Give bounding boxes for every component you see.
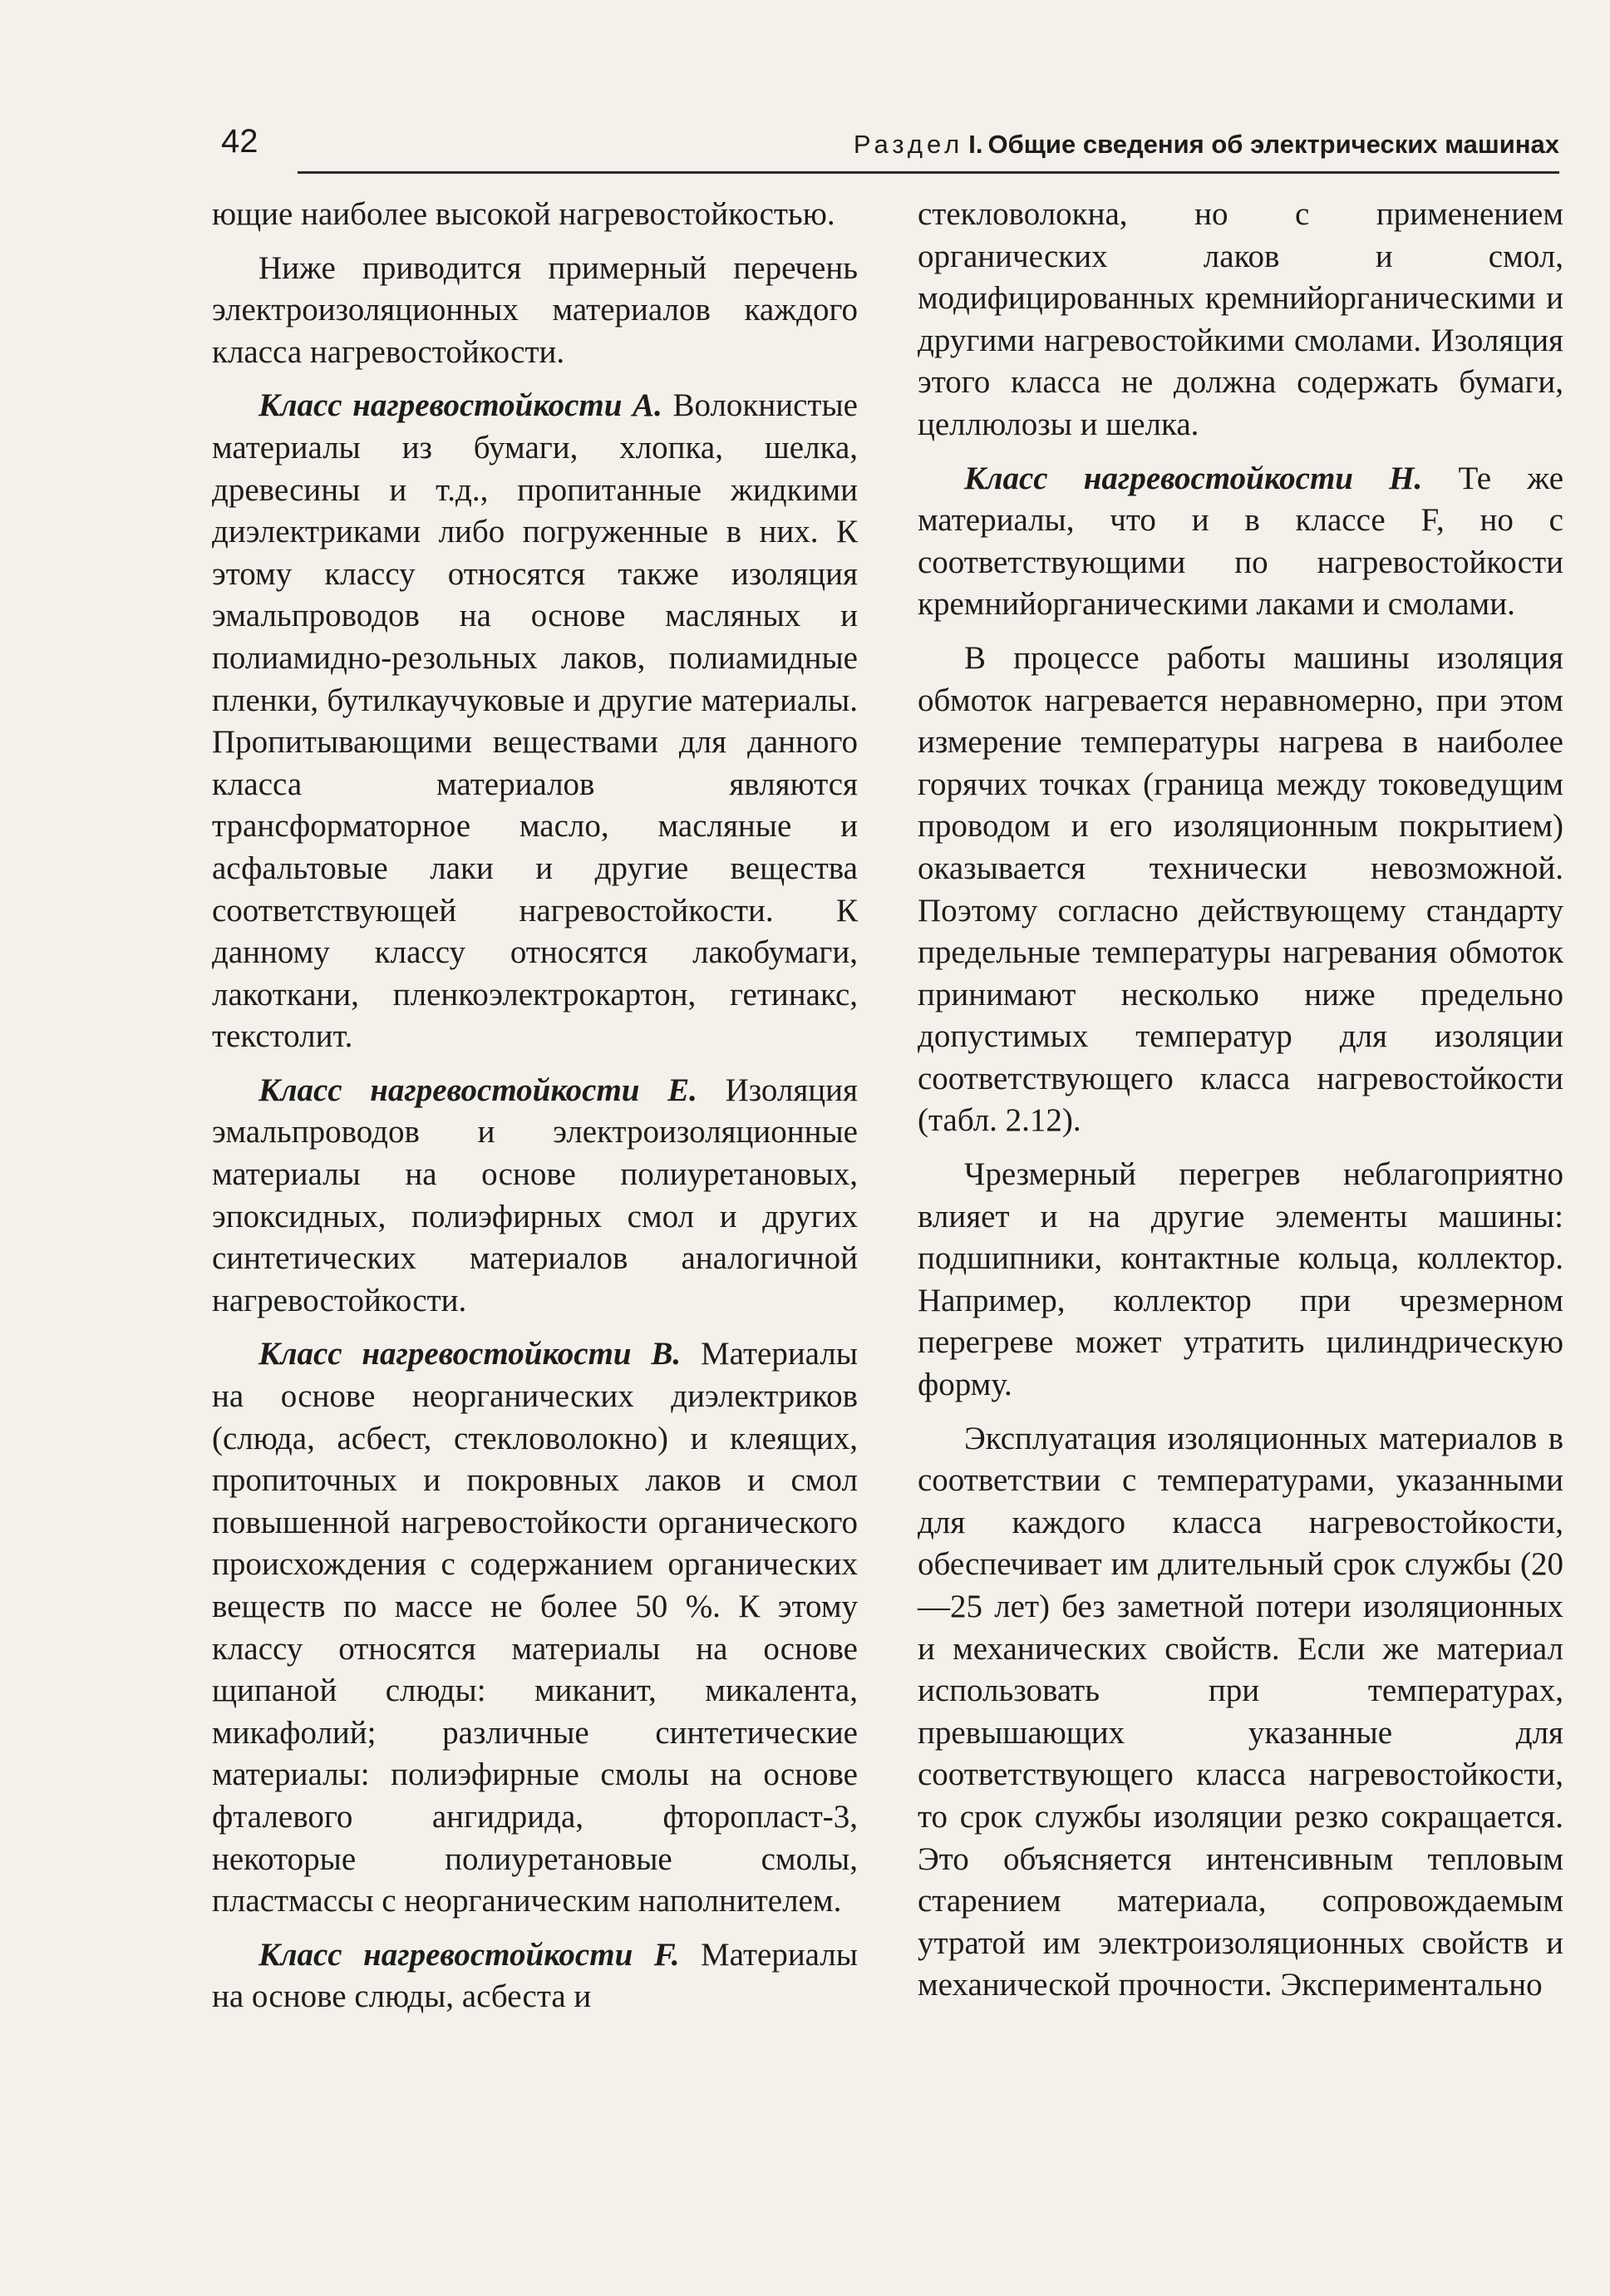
paragraph <box>212 1333 858 1922</box>
section-label: Раздел <box>853 130 964 159</box>
paragraph <box>918 458 1563 626</box>
paragraph-text: Те же материалы, что и в классе F, но с соответствующими по нагревостойкости кремнийорганическими лаками и смолами. <box>918 460 1564 623</box>
page-number: 42 <box>221 123 258 160</box>
section-title: Общие сведения об электрических машинах <box>987 130 1559 159</box>
paragraph <box>918 1154 1563 1407</box>
paragraph <box>918 638 1563 1142</box>
section-number: I. <box>968 130 983 159</box>
paragraph-text: Эксплуатация изоляционных материалов в соответствии с температурами, указанными для каждого класса нагревостойкости, обеспечивает им длительный срок службы (20—25 лет) без заметной потери изоляционных и механических свойств. Если же материал использовать при температурах, превышающих указанные для соответствующего класса нагревостойкости, то срок службы изоляции резко сокращается. Это объясняется интенсивным тепловым старением материала, сопровождаемым утратой им электроизоляционных свойств и механической прочности. Экспериментально <box>918 1420 1563 2003</box>
left-column <box>212 194 858 2030</box>
paragraph <box>212 1070 858 1323</box>
paragraph <box>918 194 1563 446</box>
right-column <box>918 194 1563 2030</box>
paragraph <box>212 194 858 236</box>
class-heading: Класс нагревостойкости F. <box>258 1936 680 1973</box>
paragraph-text: Ниже приводится примерный перечень электроизоляционных материалов каждого класса нагревостойкости. <box>212 249 858 370</box>
paragraph-text: В процессе работы машины изоляция обмоток нагревается неравномерно, при этом измерение температуры нагрева в наиболее горячих точках (граница между токоведущим проводом и его изоляционным покрытием) оказывается технически невозможной. Поэтому согласно действующему стандарту предельные температуры нагревания обмоток принимают несколько ниже предельно допустимых температур для изоляции соответствующего класса нагревостойкости (табл. 2.12). <box>918 639 1563 1139</box>
paragraph <box>212 1934 858 2018</box>
paragraph-text: Чрезмерный перегрев неблагоприятно влияет и на другие элементы машины: подшипники, контактные кольца, коллектор. Например, коллектор при чрезмерном перегреве может утратить цилиндрическую форму. <box>918 1156 1563 1403</box>
paragraph-text: Волокнистые материалы из бумаги, хлопка, шелка, древесины и т.д., пропитанные жидкими диэлектриками либо погруженные в них. К этому классу относятся также изоляция эмальпроводов на основе масляных и полиамидно-резольных лаков, полиамидные пленки, бутилкаучуковые и другие материалы. Пропитывающими веществами для данного класса материалов являются трансформаторное масло, масляные и асфальтовые лаки и другие вещества соответствующей нагревостойкости. К данному классу относятся лакобумаги, лакоткани, пленкоэлектрокартон, гетинакс, текстолит. <box>212 387 858 1055</box>
header-rule <box>298 171 1559 174</box>
paragraph <box>212 385 858 1058</box>
paragraph-text: Материалы на основе неорганических диэлектриков (слюда, асбест, стекловолокно) и клеящих, пропиточных и покровных лаков и смол повышенной нагревостойкости органического происхождения с содержанием органических веществ по массе не более 50 %. К этому классу относятся материалы на основе щипаной слюды: миканит, микалента, микафолий; различные синтетические материалы: полиэфирные смолы на основе фталевого ангидрида, фторопласт-3, некоторые полиуретановые смолы, пластмассы с неорганическим наполнителем. <box>212 1336 859 1919</box>
running-head <box>854 130 1559 160</box>
text-body <box>212 194 1563 2030</box>
class-heading: Класс нагревостойкости Н. <box>964 460 1423 496</box>
paragraph <box>918 1418 1563 2007</box>
paragraph-text: Изоляция эмальпроводов и электроизоляционные материалы на основе полиуретановых, эпоксидных, полиэфирных смол и других синтетических материалов аналогичной нагревостойкости. <box>212 1072 858 1318</box>
paragraph-text: ющие наиболее высокой нагревостойкостью. <box>212 196 835 232</box>
class-heading: Класс нагревостойкости Е. <box>258 1072 697 1108</box>
class-heading: Класс нагревостойкости В. <box>258 1336 682 1372</box>
paragraph <box>212 248 858 374</box>
paragraph-text: стекловолокна, но с применением органических лаков и смол, модифицированных кремнийорганическими и другими нагревостойкими смолами. Изоляция этого класса не должна содержать бумаги, целлюлозы и шелка. <box>918 196 1563 442</box>
class-heading: Класс нагревостойкости А. <box>258 387 662 424</box>
page-header <box>221 116 1559 176</box>
paragraph-text: Материалы на основе слюды, асбеста и <box>212 1936 859 2015</box>
